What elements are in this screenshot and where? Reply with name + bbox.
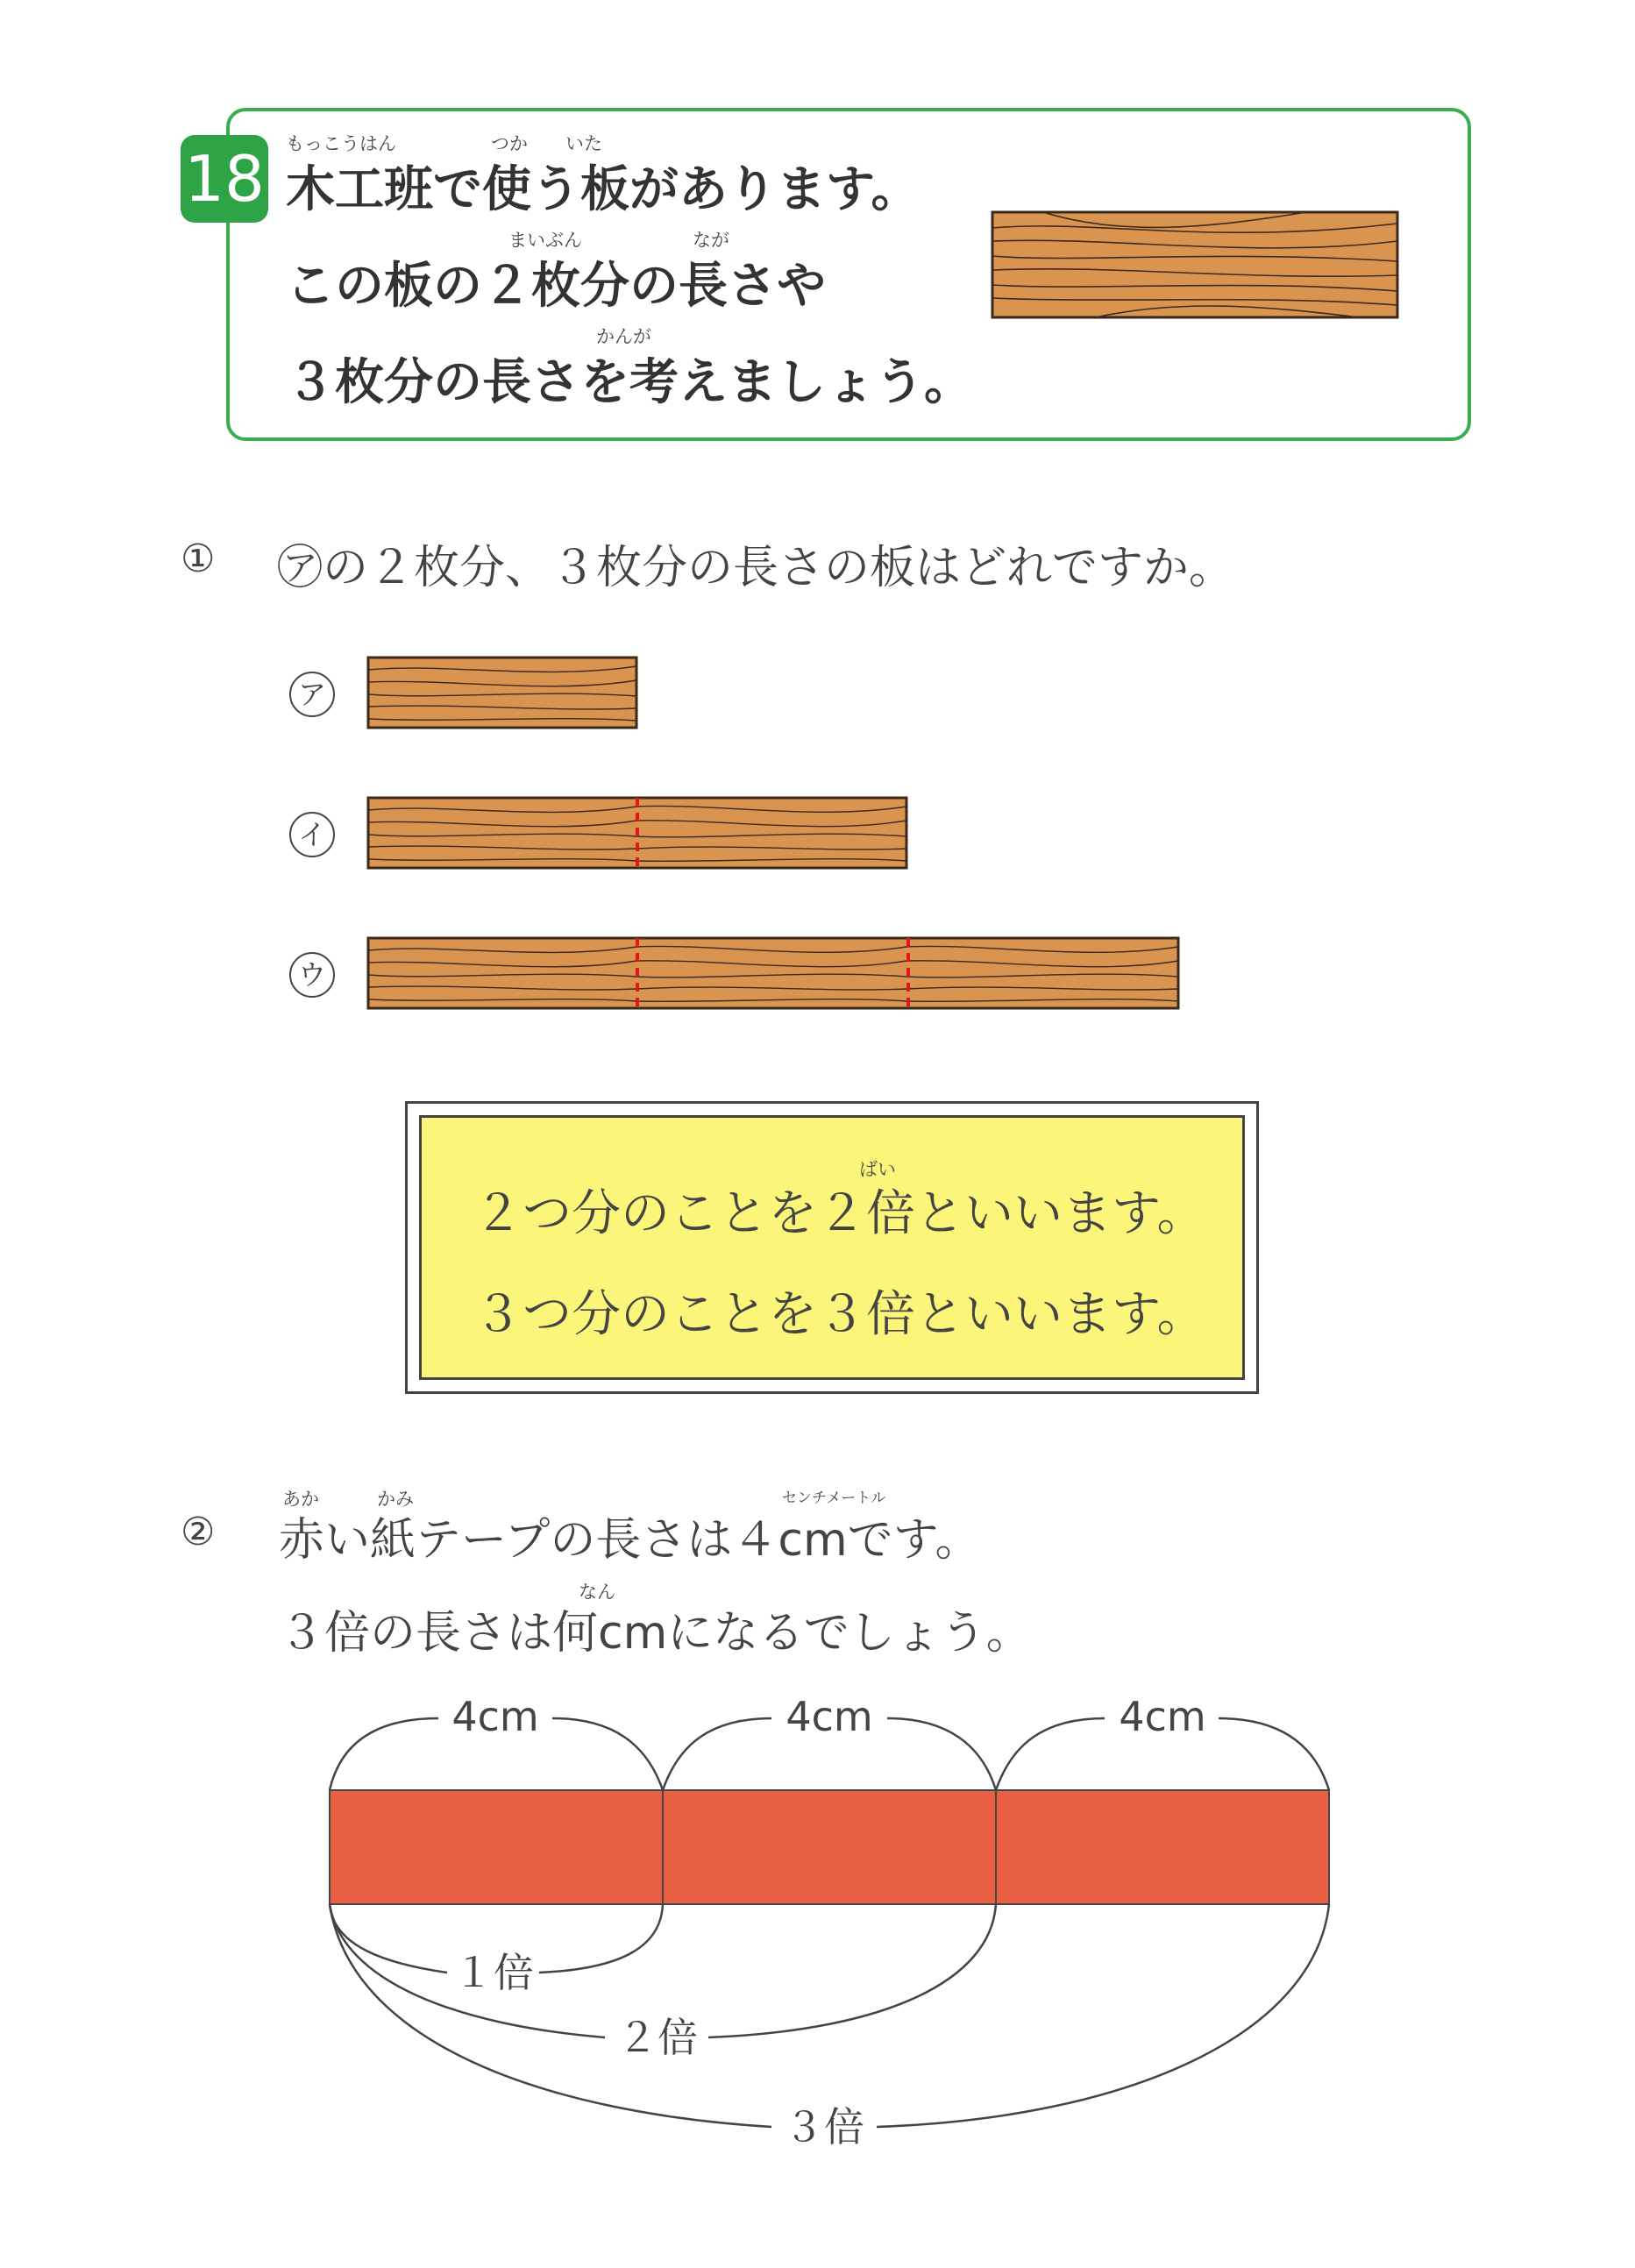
ruby-mokkouhan: もっこうはん bbox=[286, 133, 396, 154]
intro-line-2: この板の２枚分の長さや bbox=[286, 258, 826, 315]
arc-top-3-left bbox=[996, 1718, 1105, 1790]
board-a bbox=[366, 656, 640, 731]
arc-bottom-2-right bbox=[708, 1904, 996, 2037]
intro-line-1: 木工班で使う板があります。 bbox=[286, 161, 921, 218]
segment-label-2: 4cm bbox=[786, 1693, 873, 1740]
segment-label-3: 4cm bbox=[1119, 1693, 1206, 1740]
definition-line-2: ３つ分のことを３倍といいます。 bbox=[473, 1286, 1206, 1343]
arc-top-2-right bbox=[887, 1718, 996, 1790]
tape-segment-1 bbox=[330, 1790, 663, 1904]
tape-diagram bbox=[316, 1683, 1368, 2174]
arc-top-2-left bbox=[663, 1718, 771, 1790]
arc-bottom-1-left bbox=[330, 1904, 447, 1973]
choice-label-u: ウ bbox=[289, 952, 335, 998]
ruby-cm: センチメートル bbox=[782, 1489, 886, 1507]
arc-top-3-right bbox=[1219, 1718, 1329, 1790]
ruby-bai: ばい bbox=[859, 1159, 896, 1180]
multiple-label-1: １倍 bbox=[453, 1949, 534, 1996]
ruby-ita: いた bbox=[565, 133, 602, 154]
ruby-maibun: まいぶん bbox=[508, 230, 582, 251]
question1-text: ㋐の２枚分、３枚分の長さの板はどれですか。 bbox=[277, 542, 1235, 594]
tape-segment-2 bbox=[663, 1790, 996, 1904]
board-i bbox=[366, 796, 910, 871]
arc-top-1-right bbox=[552, 1718, 663, 1790]
arc-bottom-3-left bbox=[330, 1904, 771, 2127]
question2-line-1: 赤い紙テープの長さは４cmです。 bbox=[279, 1514, 981, 1567]
question2-line-2: ３倍の長さは何cmになるでしょう。 bbox=[279, 1607, 1032, 1660]
multiple-label-2: ２倍 bbox=[617, 2014, 698, 2061]
problem-number-badge: 18 bbox=[181, 135, 268, 223]
tape-segment-3 bbox=[996, 1790, 1329, 1904]
choice-label-i: イ bbox=[289, 812, 335, 857]
arc-top-1-left bbox=[330, 1718, 438, 1790]
arc-bottom-3-right bbox=[877, 1904, 1329, 2127]
ruby-nan: なん bbox=[579, 1582, 615, 1603]
ruby-tsuka: つか bbox=[491, 133, 528, 154]
segment-label-1: 4cm bbox=[451, 1693, 539, 1740]
board-u bbox=[366, 936, 1182, 1012]
choice-label-a: ア bbox=[289, 672, 335, 717]
arc-bottom-1-right bbox=[539, 1904, 663, 1973]
multiple-label-3: ３倍 bbox=[784, 2103, 864, 2151]
definition-line-1: ２つ分のことを２倍といいます。 bbox=[473, 1185, 1206, 1242]
ruby-kanga: かんが bbox=[596, 326, 651, 347]
ruby-naga: なが bbox=[693, 230, 729, 251]
ruby-aka: あか bbox=[282, 1489, 319, 1510]
header-board-illustration bbox=[991, 210, 1399, 319]
question1-number: ① bbox=[181, 537, 216, 581]
question2-number: ② bbox=[181, 1510, 216, 1554]
intro-line-3: ３枚分の長さを考えましょう。 bbox=[286, 354, 973, 411]
ruby-kami: かみ bbox=[377, 1489, 414, 1510]
